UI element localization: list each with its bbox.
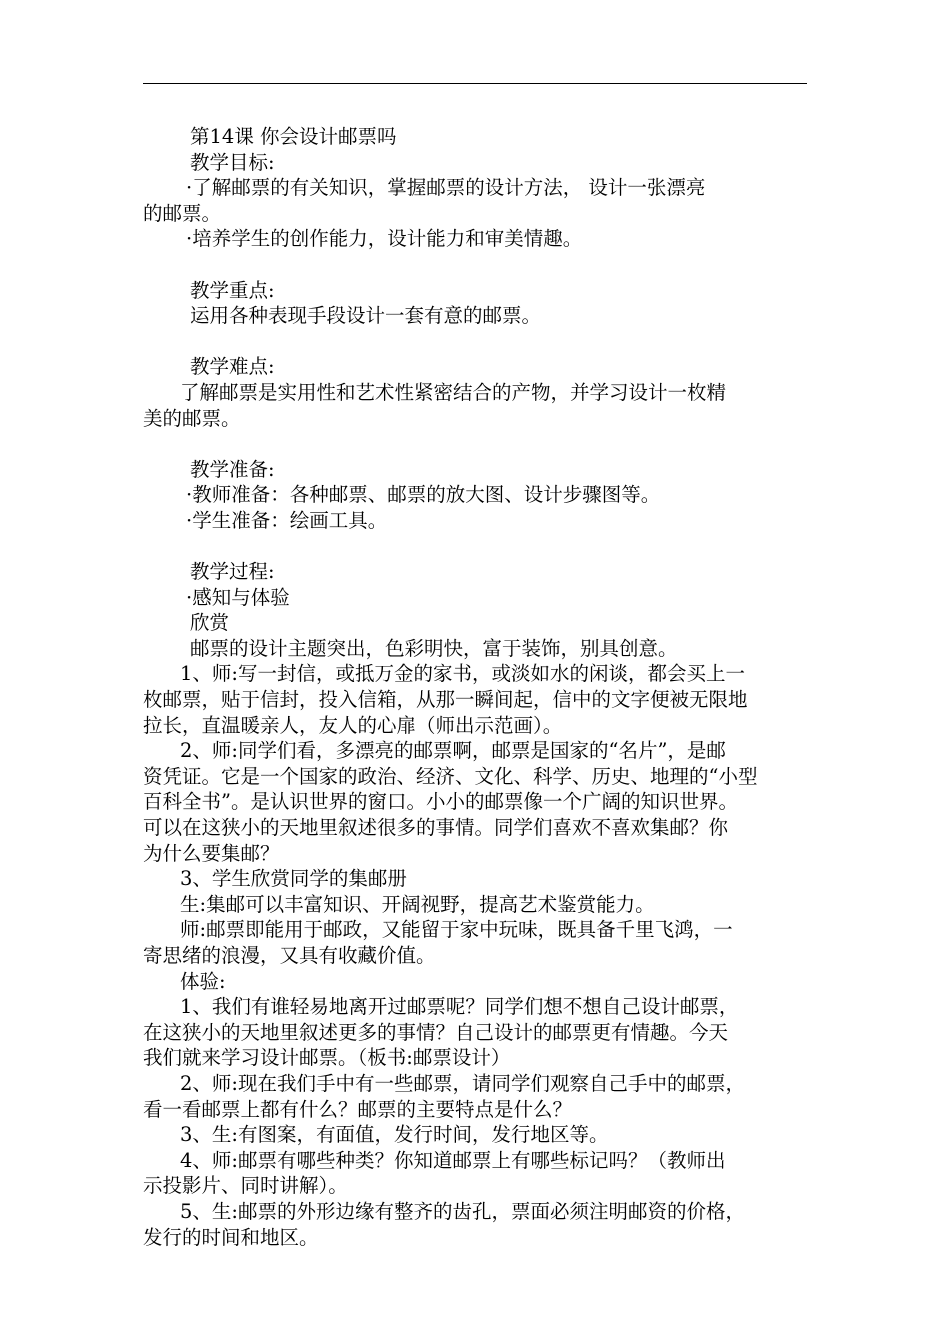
paragraph: 1、师:写一封信，或抵万金的家书，或淡如水的闲谈，都会买上一 (180, 662, 745, 686)
paragraph: 3、生:有图案，有面值，发行时间，发行地区等。 (180, 1123, 609, 1147)
preparation-heading: 教学准备: (190, 457, 275, 481)
appreciate-heading: 欣赏 (190, 611, 230, 635)
paragraph-cont: 在这狭小的天地里叙述更多的事情？自己设计的邮票更有情趣。今天 (143, 1020, 729, 1044)
preparation-teacher: ·教师准备：各种邮票、邮票的放大图、设计步骤图等。 (186, 483, 661, 507)
key-points-text: 运用各种表现手段设计一套有意的邮票。 (190, 304, 542, 328)
paragraph: 生:集邮可以丰富知识、开阔视野，提高艺术鉴赏能力。 (180, 892, 655, 916)
objective-item: ·培养学生的创作能力，设计能力和审美情趣。 (186, 227, 583, 251)
paragraph: 师:邮票即能用于邮政，又能留于家中玩味，既具备千里飞鸿，一 (180, 918, 733, 942)
spacer (143, 252, 813, 278)
lesson-title: 第14课 你会设计邮票吗 (190, 125, 397, 148)
objectives-heading: 教学目标: (190, 150, 275, 174)
spacer (143, 431, 813, 457)
header-rule (143, 83, 807, 84)
paragraph-cont: 示投影片、同时讲解）。 (143, 1174, 348, 1198)
difficulties-text: 了解邮票是实用性和艺术性紧密结合的产物，并学习设计一枚精 (180, 380, 727, 404)
paragraph-cont: 枚邮票，贴于信封，投入信箱，从那一瞬间起，信中的文字便被无限地 (143, 688, 748, 712)
experience-heading: 体验: (180, 969, 226, 993)
paragraph: 4、师:邮票有哪些种类？你知道邮票上有哪些标记吗？（教师出 (180, 1148, 726, 1172)
paragraph-cont: 百科全书”。是认识世界的窗口。小小的邮票像一个广阔的知识世界。 (143, 790, 738, 814)
paragraph: 邮票的设计主题突出，色彩明快，富于装饰，别具创意。 (190, 636, 678, 660)
paragraph-cont: 我们就来学习设计邮票。（板书:邮票设计） (143, 1046, 511, 1070)
paragraph-cont: 看一看邮票上都有什么？邮票的主要特点是什么？ (143, 1097, 573, 1121)
paragraph-cont: 可以在这狭小的天地里叙述很多的事情。同学们喜欢不喜欢集邮？你 (143, 816, 729, 840)
paragraph-cont: 寄思绪的浪漫，又具有收藏价值。 (143, 944, 436, 967)
difficulties-text-cont: 美的邮票。 (143, 406, 241, 430)
paragraph-cont: 拉长，直温暖亲人，友人的心扉（师出示范画）。 (143, 713, 563, 737)
paragraph-cont: 资凭证。它是一个国家的政治、经济、文化、科学、历史、地理的“小型 (143, 764, 758, 788)
paragraph-cont: 发行的时间和地区。 (143, 1225, 319, 1249)
preparation-student: ·学生准备：绘画工具。 (186, 508, 388, 532)
process-section: ·感知与体验 (186, 585, 290, 609)
difficulties-heading: 教学难点: (190, 355, 275, 379)
objective-item: ·了解邮票的有关知识，掌握邮票的设计方法， 设计一张漂亮 (186, 176, 706, 200)
paragraph-cont: 为什么要集邮？ (143, 841, 280, 865)
spacer (143, 329, 813, 355)
key-points-heading: 教学重点: (190, 278, 275, 302)
spacer (143, 534, 813, 560)
document-body (143, 124, 813, 1250)
paragraph: 5、生:邮票的外形边缘有整齐的齿孔，票面必须注明邮资的价格， (180, 1199, 745, 1223)
paragraph: 1、我们有谁轻易地离开过邮票呢？同学们想不想自己设计邮票， (180, 995, 739, 1019)
paragraph: 2、师:现在我们手中有一些邮票，请同学们观察自己手中的邮票， (180, 1071, 745, 1095)
process-heading: 教学过程: (190, 560, 275, 584)
paragraph: 2、师:同学们看，多漂亮的邮票啊，邮票是国家的“名片”，是邮 (180, 739, 726, 763)
objective-item-cont: 的邮票。 (143, 201, 222, 225)
paragraph: 3、学生欣赏同学的集邮册 (180, 867, 407, 891)
